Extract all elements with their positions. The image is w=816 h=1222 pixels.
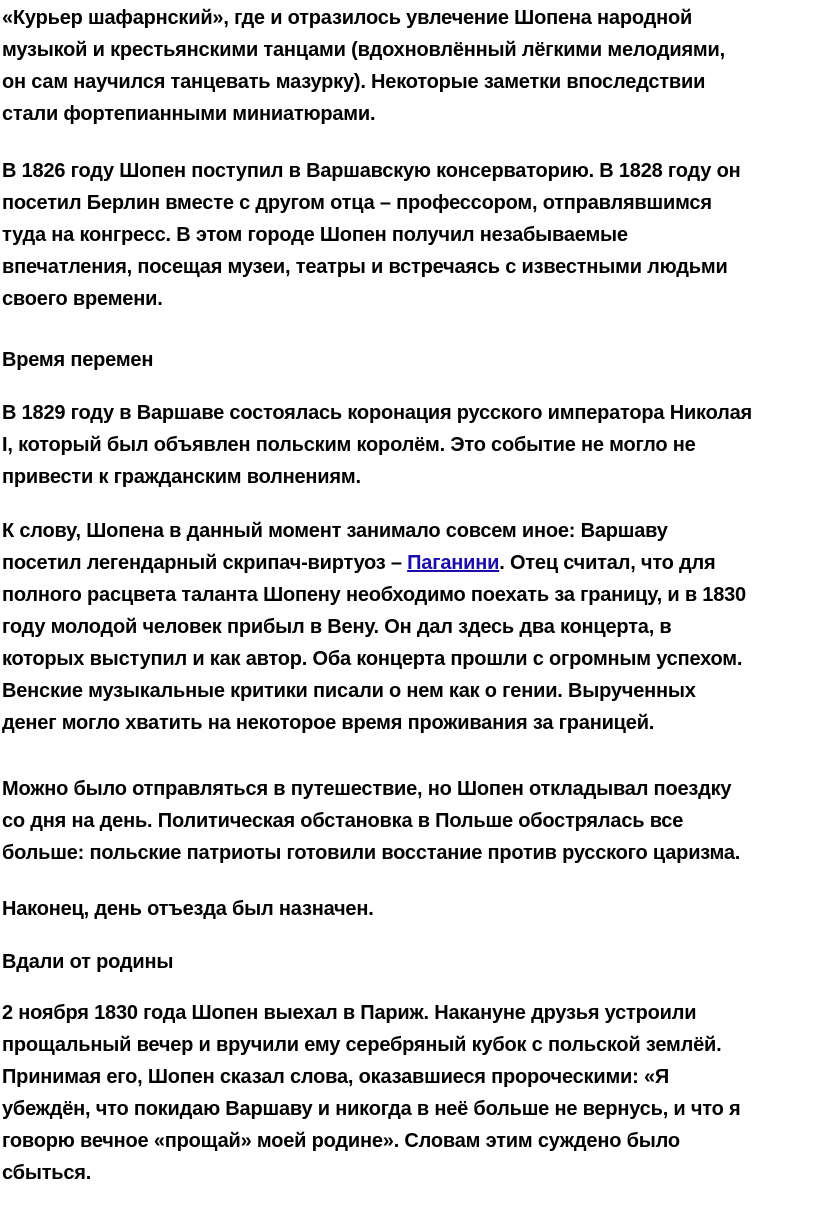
text-line: которых выступил и как автор. Оба концерта прошли с огромным успехом. <box>2 648 743 670</box>
text-line: со дня на день. Политическая обстановка в Польше обострялась все <box>2 810 684 832</box>
text-line: В 1826 году Шопен поступил в Варшавскую консерваторию. В 1828 году он <box>2 160 741 182</box>
paragraph-travel <box>2 773 740 869</box>
text-line: больше: польские патриоты готовили восстание против русского царизма. <box>2 842 741 864</box>
text-line: полного расцвета таланта Шопену необходимо поехать за границу, и в 1830 <box>2 584 746 606</box>
text-fragment: . Отец считал, что для <box>499 552 716 574</box>
paragraph-departure-day: Наконец, день отъезда был назначен. <box>2 898 374 920</box>
text-line: Можно было отправляться в путешествие, но Шопен откладывал поездку <box>2 778 732 800</box>
section-heading-vdali-ot-rodiny: Вдали от родины <box>2 951 174 973</box>
paragraph-paganini <box>2 515 746 739</box>
text-line: убеждён, что покидаю Варшаву и никогда в неё больше не вернусь, и что я <box>2 1098 741 1120</box>
paragraph-kuryer <box>2 2 725 130</box>
paragraph-coronation <box>2 397 752 493</box>
text-line: туда на конгресс. В этом городе Шопен получил незабываемые <box>2 224 628 246</box>
text-fragment: посетил легендарный скрипач-виртуоз – <box>2 552 408 574</box>
text-line: году молодой человек прибыл в Вену. Он дал здесь два концерта, в <box>2 616 672 638</box>
text-line: 2 ноября 1830 года Шопен выехал в Париж. Накануне друзья устроили <box>2 1002 697 1024</box>
text-line: стали фортепианными миниатюрами. <box>2 103 376 125</box>
text-line: своего времени. <box>2 288 163 310</box>
text-line: I, который был объявлен польским королём. Это событие не могло не <box>2 434 696 456</box>
text-line: посетил Берлин вместе с другом отца – профессором, отправлявшимся <box>2 192 712 214</box>
text-line: «Курьер шафарнский», где и отразилось увлечение Шопена народной <box>2 7 693 29</box>
text-line: В 1829 году в Варшаве состоялась коронация русского императора Николая <box>2 402 753 424</box>
text-line: говорю вечное «прощай» моей родине». Словам этим суждено было <box>2 1130 680 1152</box>
text-line: привести к гражданским волнениям. <box>2 466 361 488</box>
text-line: он сам научился танцевать мазурку). Некоторые заметки впоследствии <box>2 71 706 93</box>
section-heading-vremya-peremen: Время перемен <box>2 349 154 371</box>
paragraph-conservatory <box>2 155 740 315</box>
text-line: К слову, Шопена в данный момент занимало совсем иное: Варшаву <box>2 520 668 542</box>
text-line: прощальный вечер и вручили ему серебряный кубок с польской землёй. <box>2 1034 722 1056</box>
text-line: Венские музыкальные критики писали о нем как о гении. Вырученных <box>2 680 696 702</box>
text-line: Принимая его, Шопен сказал слова, оказавшиеся пророческими: «Я <box>2 1066 670 1088</box>
text-line: сбыться. <box>2 1162 92 1184</box>
text-line: музыкой и крестьянскими танцами (вдохновлённый лёгкими мелодиями, <box>2 39 725 61</box>
paragraph-paris <box>2 997 740 1189</box>
text-line-with-link <box>2 547 746 579</box>
paganini-link[interactable]: Паганини <box>407 552 500 574</box>
text-line: впечатления, посещая музеи, театры и встречаясь с известными людьми <box>2 256 728 278</box>
text-line: денег могло хватить на некоторое время проживания за границей. <box>2 712 655 734</box>
